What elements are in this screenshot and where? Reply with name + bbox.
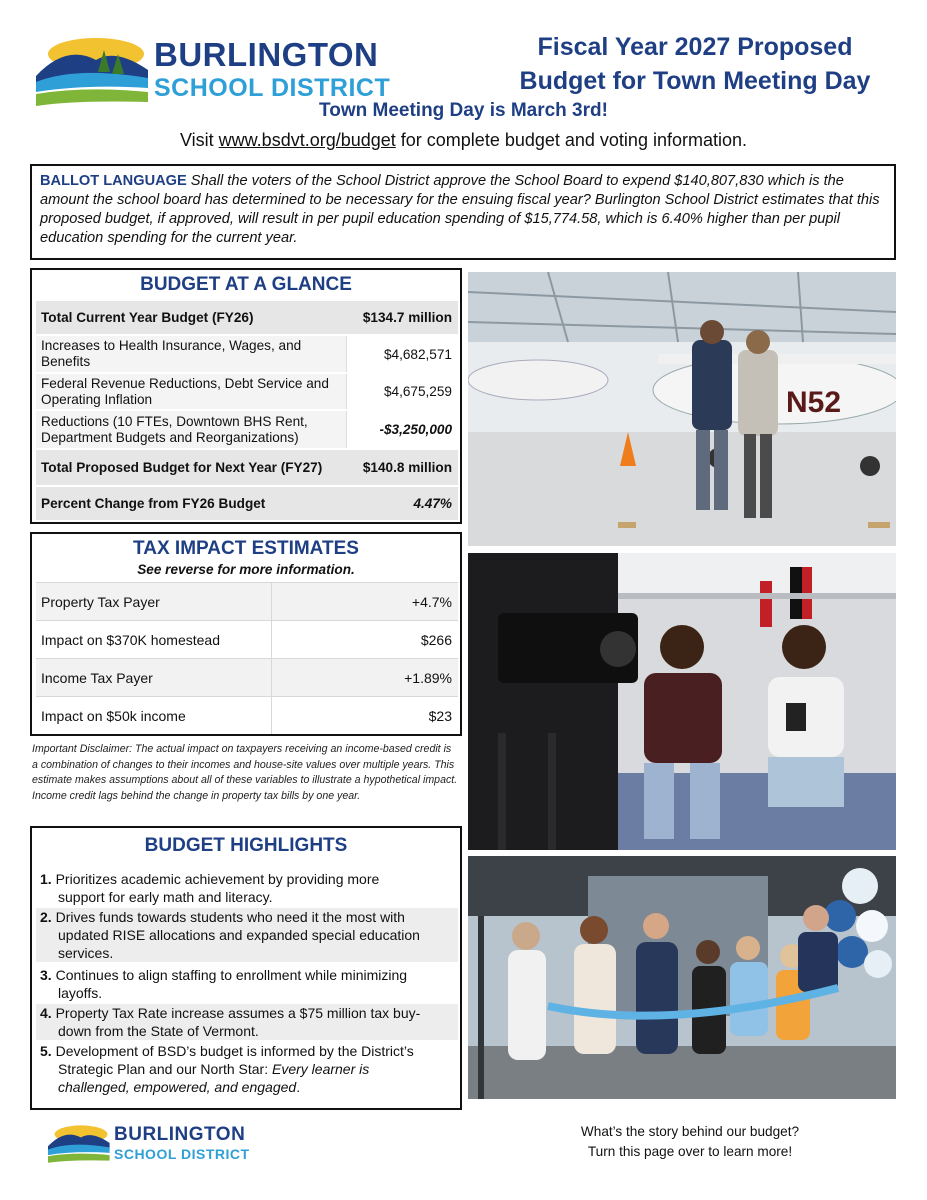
glance-row	[36, 373, 458, 409]
highlight-text	[40, 1060, 454, 1078]
logo-word-burlington: BURLINGTON	[154, 36, 379, 73]
tax-row	[36, 582, 458, 620]
highlight-text: .	[296, 1079, 301, 1095]
highlight-number: 4.	[40, 1005, 52, 1021]
highlight-item	[36, 908, 458, 962]
ballot-language-box	[30, 164, 896, 260]
logo-word-burlington: BURLINGTON	[114, 1124, 246, 1145]
glance-label: Total Proposed Budget for Next Year (FY27)	[36, 450, 346, 485]
title-line-1: Fiscal Year 2027 Proposed	[537, 33, 853, 61]
highlight-item	[36, 1042, 458, 1096]
glance-label: Total Current Year Budget (FY26)	[36, 301, 346, 334]
glance-row	[36, 300, 458, 334]
highlight-text: Prioritizes academic achievement by providing more	[55, 871, 380, 887]
highlight-item	[36, 1004, 458, 1040]
highlight-number: 2.	[40, 909, 52, 925]
budget-highlights-panel	[30, 826, 462, 1110]
visit-suffix: for complete budget and voting information.	[395, 130, 747, 150]
highlight-item	[36, 870, 458, 906]
highlight-text: Development of BSD’s budget is informed by the District’s	[55, 1043, 414, 1059]
highlights-title: BUDGET HIGHLIGHTS	[144, 835, 348, 856]
logo-word-school-district: SCHOOL DISTRICT	[154, 74, 391, 102]
footer-callout	[520, 1122, 860, 1162]
budget-at-a-glance-panel	[30, 268, 462, 524]
highlight-text: layoffs.	[58, 985, 103, 1001]
north-star-text: Every learner is	[272, 1061, 370, 1077]
tax-title: TAX IMPACT ESTIMATES	[133, 538, 359, 559]
tax-value: +1.89%	[404, 669, 452, 686]
photo-ribbon-cutting	[468, 856, 896, 1099]
tax-row	[36, 696, 458, 734]
glance-row	[36, 486, 458, 520]
north-star-text: challenged, empowered, and engaged	[58, 1079, 297, 1095]
glance-value: -$3,250,000	[346, 411, 458, 448]
photo-student-interview	[468, 553, 896, 850]
town-meeting-date: Town Meeting Day is March 3rd!	[319, 100, 608, 121]
highlight-text: updated RISE allocations and expanded special education	[58, 927, 420, 943]
page-title	[505, 30, 885, 98]
glance-row	[36, 335, 458, 372]
highlight-text: services.	[58, 945, 114, 961]
highlight-text	[40, 1078, 454, 1096]
tax-value: $266	[420, 631, 452, 648]
tax-label: Property Tax Payer	[36, 583, 272, 620]
plane-tail-number: N52	[786, 386, 842, 419]
glance-label: Federal Revenue Reductions, Debt Service and Operating Inflation	[36, 374, 346, 409]
glance-title: BUDGET AT A GLANCE	[140, 274, 352, 295]
highlight-text: support for early math and literacy.	[58, 889, 273, 905]
highlight-text: Property Tax Rate increase assumes a $75 million tax buy-	[55, 1005, 421, 1021]
ballot-label: BALLOT LANGUAGE	[40, 173, 187, 189]
tax-impact-panel	[30, 532, 462, 736]
highlight-text: Strategic Plan and our North Star:	[58, 1061, 272, 1077]
highlight-text: Drives funds towards students who need it the most with	[55, 909, 405, 925]
footer-line-1: What’s the story behind our budget?	[580, 1124, 800, 1139]
title-line-2: Budget for Town Meeting Day	[519, 67, 871, 95]
highlight-item	[36, 966, 458, 1002]
tax-row	[36, 658, 458, 696]
glance-label: Reductions (10 FTEs, Downtown BHS Rent, Department Budgets and Reorganizations)	[36, 411, 346, 448]
budget-link[interactable]: www.bsdvt.org/budget	[218, 130, 396, 150]
glance-row	[36, 449, 458, 485]
glance-value: $134.7 million	[346, 301, 458, 334]
highlight-text: down from the State of Vermont.	[58, 1023, 259, 1039]
tax-value: +4.7%	[411, 593, 452, 610]
highlight-number: 3.	[40, 967, 52, 983]
tax-value: $23	[428, 707, 452, 724]
district-logo	[36, 30, 406, 110]
mountain-logo-icon	[48, 1120, 114, 1166]
highlight-text: Continues to align staffing to enrollment while minimizing	[55, 967, 408, 983]
tax-disclaimer: Important Disclaimer: The actual impact on taxpayers receiving an income-based credit is a combination of changes to their incomes and house-site values over multiple years. This estimate makes assumptions about all of these variables to illustrate a hypothetical impact. Income credit lags behind the change in property tax bills by one year.	[32, 743, 458, 802]
visit-prefix: Visit	[179, 130, 219, 150]
glance-value: $4,675,259	[346, 374, 458, 409]
tax-label: Impact on $370K homestead	[36, 621, 272, 658]
glance-row	[36, 410, 458, 448]
highlight-number: 5.	[40, 1043, 52, 1059]
glance-label: Increases to Health Insurance, Wages, and Benefits	[36, 336, 346, 372]
glance-label: Percent Change from FY26 Budget	[36, 487, 346, 520]
visit-line	[0, 130, 927, 151]
glance-value: $4,682,571	[346, 336, 458, 372]
logo-word-school-district: SCHOOL DISTRICT	[114, 1146, 250, 1162]
tax-subtitle: See reverse for more information.	[137, 562, 355, 577]
footer-line-2: Turn this page over to learn more!	[587, 1144, 793, 1159]
glance-value: 4.47%	[346, 487, 458, 520]
tax-row	[36, 620, 458, 658]
glance-value: $140.8 million	[346, 450, 458, 485]
ballot-text: Shall the voters of the School District approve the School Board to expend $140,807,830 which is the amount the school board has determined to be necessary for the ensuing fiscal year? Burlington School District estimates that this proposed budget, if approved, will result in per pupil education spending of $15,774.58, which is 6.40% higher than per pupil education spending for the current year.	[40, 173, 880, 246]
district-logo-footer	[48, 1120, 268, 1170]
highlight-number: 1.	[40, 871, 52, 887]
photo-aviation-students	[468, 272, 896, 546]
tax-label: Impact on $50k income	[36, 697, 272, 734]
tax-label: Income Tax Payer	[36, 659, 272, 696]
mountain-logo-icon	[36, 30, 156, 110]
